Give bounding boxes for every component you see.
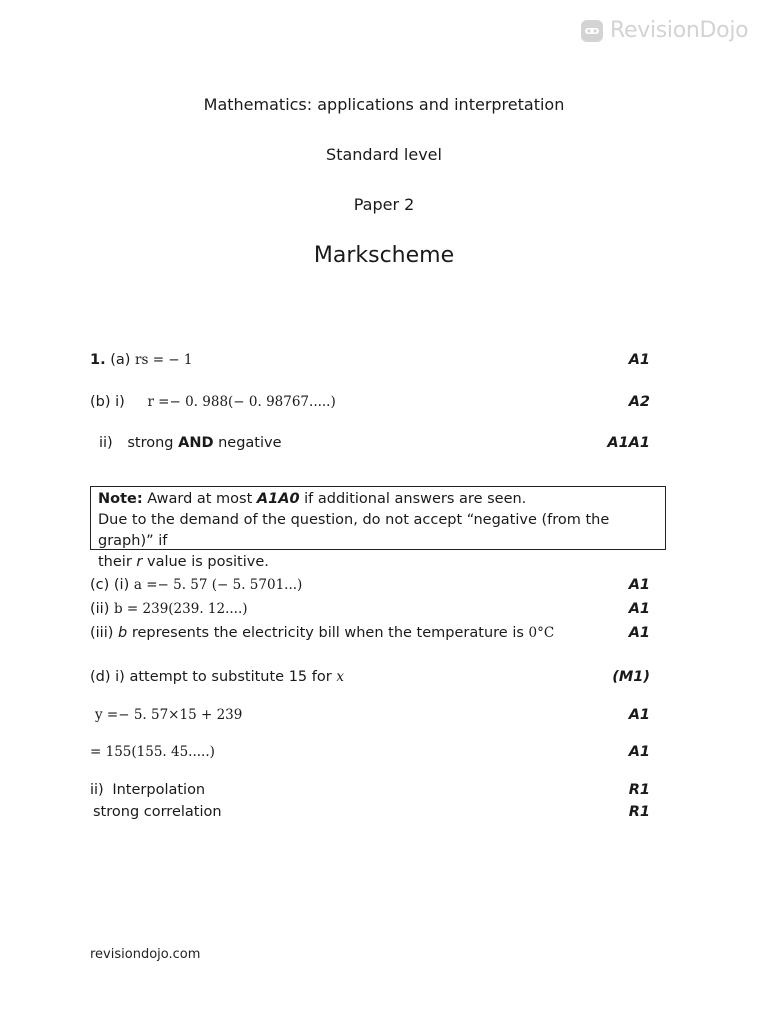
brand-logo — [580, 18, 748, 43]
note-text: their — [98, 554, 137, 570]
answer-text: represents the electricity bill when the temperature is — [127, 625, 529, 641]
note-text: Award at most — [142, 491, 257, 507]
answer-text: Interpolation — [112, 782, 206, 798]
part-label: (c) (i) — [90, 577, 130, 593]
mark-code: A1 — [628, 625, 650, 641]
answer-text-post: negative — [213, 435, 282, 451]
answer-1d-calc — [90, 706, 668, 724]
mark-code: A1 — [628, 601, 650, 617]
answer-1b-ii — [90, 434, 668, 452]
note-line-1 — [98, 489, 658, 510]
answer-1d-ii — [90, 781, 668, 799]
answer-1c-iii — [90, 624, 668, 642]
answer-text-pre: strong — [127, 435, 179, 451]
answer-text: attempt to substitute 15 for — [129, 669, 337, 685]
note-mark-code: A1A0 — [256, 491, 300, 507]
part-label: (ii) — [90, 601, 110, 617]
part-label: (d) i) — [90, 669, 125, 685]
level-title: Standard level — [326, 145, 442, 164]
mark-code: A1 — [628, 352, 650, 368]
dojo-logo-icon — [580, 19, 604, 43]
answer-1a — [90, 351, 668, 369]
subject-title: Mathematics: applications and interpretation — [203, 95, 565, 114]
mark-code: R1 — [628, 804, 650, 820]
note-line-2: Due to the demand of the question, do not accept “negative (from the graph)” if — [98, 512, 610, 549]
question-number: 1. — [90, 352, 106, 368]
paper-title: Paper 2 — [353, 195, 415, 214]
note-text: value is positive. — [142, 554, 269, 570]
answer-1b-i — [90, 393, 668, 411]
part-label: (b) i) — [90, 394, 125, 410]
part-label: ii) — [90, 782, 104, 798]
answer-text: strong correlation — [93, 804, 222, 820]
answer-1d-result — [90, 743, 668, 761]
answer-1d-i — [90, 668, 668, 686]
answer-1c-ii — [90, 600, 668, 618]
note-variable: r — [136, 554, 143, 570]
answer-math: r =− 0. 988(− 0. 98767.....) — [147, 394, 336, 410]
note-text: if additional answers are seen. — [299, 491, 527, 507]
mark-code: A1A1 — [607, 435, 650, 451]
brand-name: RevisionDojo — [610, 18, 749, 43]
answer-1c-i — [90, 576, 668, 594]
answer-math: rs = − 1 — [135, 352, 193, 368]
footer-site-link[interactable]: revisiondojo.com — [90, 947, 201, 962]
answer-math: b = 239(239. 12....) — [113, 601, 248, 617]
mark-code: A2 — [628, 394, 650, 410]
answer-text-bold: AND — [178, 435, 214, 451]
mark-code: A1 — [628, 577, 650, 593]
part-label: (a) — [110, 352, 131, 368]
answer-math: y =− 5. 57×15 + 239 — [95, 707, 243, 723]
mark-code: A1 — [628, 707, 650, 723]
mark-code: A1 — [628, 744, 650, 760]
document-type-title: Markscheme — [313, 243, 455, 268]
answer-math: a =− 5. 57 (− 5. 5701...) — [133, 577, 303, 593]
note-box — [90, 486, 666, 570]
mark-code: R1 — [628, 782, 650, 798]
note-label: Note: — [98, 491, 143, 507]
answer-variable: x — [336, 669, 344, 685]
mark-code: (M1) — [612, 669, 650, 685]
note-line-3 — [98, 552, 658, 573]
part-label: ii) — [99, 435, 113, 451]
answer-variable: b — [118, 625, 128, 641]
answer-unit: 0°C — [528, 625, 555, 641]
part-label: (iii) — [90, 625, 114, 641]
answer-1d-ii-2 — [90, 803, 668, 821]
answer-math: = 155(155. 45.....) — [90, 744, 215, 760]
